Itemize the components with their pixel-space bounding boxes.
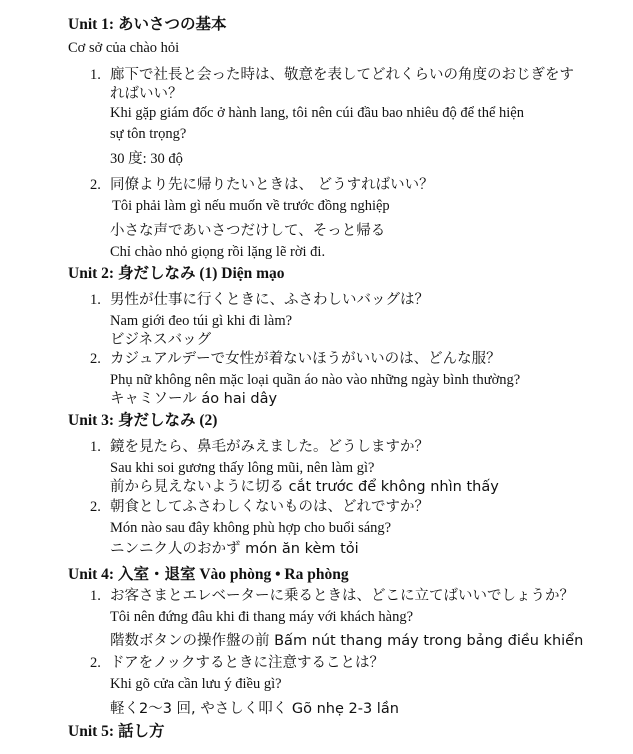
question-text: ドアをノックするときに注意することは？	[110, 655, 385, 671]
item-number: 1.	[90, 439, 101, 455]
question-text: 廊下で社長と会った時は、敬意を表してどれくらいの角度のおじぎをす	[110, 67, 574, 83]
unit-1-subtitle: Cơ sở của chào hỏi	[68, 40, 180, 56]
translation-text: sự tôn trọng?	[110, 126, 187, 142]
item-number: 2.	[90, 351, 101, 367]
answer-text: ニンニク人のおかず món ăn kèm tỏi	[110, 541, 359, 557]
translation-text: Khi gặp giám đốc ở hành lang, tôi nên cúi đầu bao nhiêu độ để thể hiện	[110, 105, 524, 121]
unit-4-heading: Unit 4: 入室・退室 Vào phòng • Ra phòng	[68, 566, 349, 583]
item-number: 2.	[90, 177, 101, 193]
question-text: お客さまとエレベーターに乗るときは、どこに立てばいいでしょうか？	[110, 588, 574, 604]
unit-5-heading: Unit 5: 話し方	[68, 723, 165, 740]
item-number: 1.	[90, 588, 101, 604]
translation-text: Sau khi soi gương thấy lông mũi, nên làm gì?	[110, 460, 375, 476]
answer-text: Chỉ chào nhỏ giọng rồi lặng lẽ rời đi.	[110, 244, 326, 260]
question-text: 鏡を見たら、鼻毛がみえました。どうしますか？	[110, 439, 429, 455]
item-number: 1.	[90, 67, 101, 83]
translation-text: Nam giới đeo túi gì khi đi làm?	[110, 313, 293, 329]
translation-text: Phụ nữ không nên mặc loại quần áo nào vào những ngày bình thường?	[110, 372, 521, 388]
question-text: 同僚より先に帰りたいときは、 どうすればいい？	[110, 177, 434, 193]
unit-2-heading: Unit 2: 身だしなみ (1) Diện mạo	[68, 265, 285, 282]
unit-1-heading: Unit 1: あいさつの基本	[68, 16, 227, 33]
translation-text: Tôi nên đứng đâu khi đi thang máy với khách hàng?	[110, 609, 414, 625]
answer-text: 30 度: 30 độ	[110, 151, 183, 167]
item-number: 2.	[90, 499, 101, 515]
translation-text: Khi gõ cửa cần lưu ý điều gì?	[110, 676, 282, 692]
translation-text: Món nào sau đây không phù hợp cho buổi sáng?	[110, 520, 392, 536]
question-text: カジュアルデーで女性が着ないほうがいいのは、どんな服？	[110, 351, 501, 367]
answer-text: 前から見えないように切る cắt trước để không nhìn thấy	[110, 479, 499, 495]
question-text: ればいい？	[110, 86, 183, 102]
unit-3-heading: Unit 3: 身だしなみ (2)	[68, 412, 218, 429]
item-number: 2.	[90, 655, 101, 671]
answer-text: 軽く2〜3 回, やさしく叩く Gõ nhẹ 2-3 lần	[110, 701, 399, 717]
answer-text: 小さな声であいさつだけして、そっと帰る	[110, 223, 386, 239]
question-text: 朝食としてふさわしくないものは、どれですか？	[110, 499, 429, 515]
answer-text: キャミソール áo hai dây	[110, 391, 278, 407]
translation-text: Tôi phải làm gì nếu muốn về trước đồng nghiệp	[112, 198, 390, 214]
item-number: 1.	[90, 292, 101, 308]
question-text: 男性が仕事に行くときに、ふさわしいバッグは？	[110, 292, 429, 308]
answer-text: 階数ボタンの操作盤の前 Bấm nút thang máy trong bảng điều khiển	[110, 633, 584, 649]
answer-text: ビジネスバッグ	[110, 332, 212, 348]
